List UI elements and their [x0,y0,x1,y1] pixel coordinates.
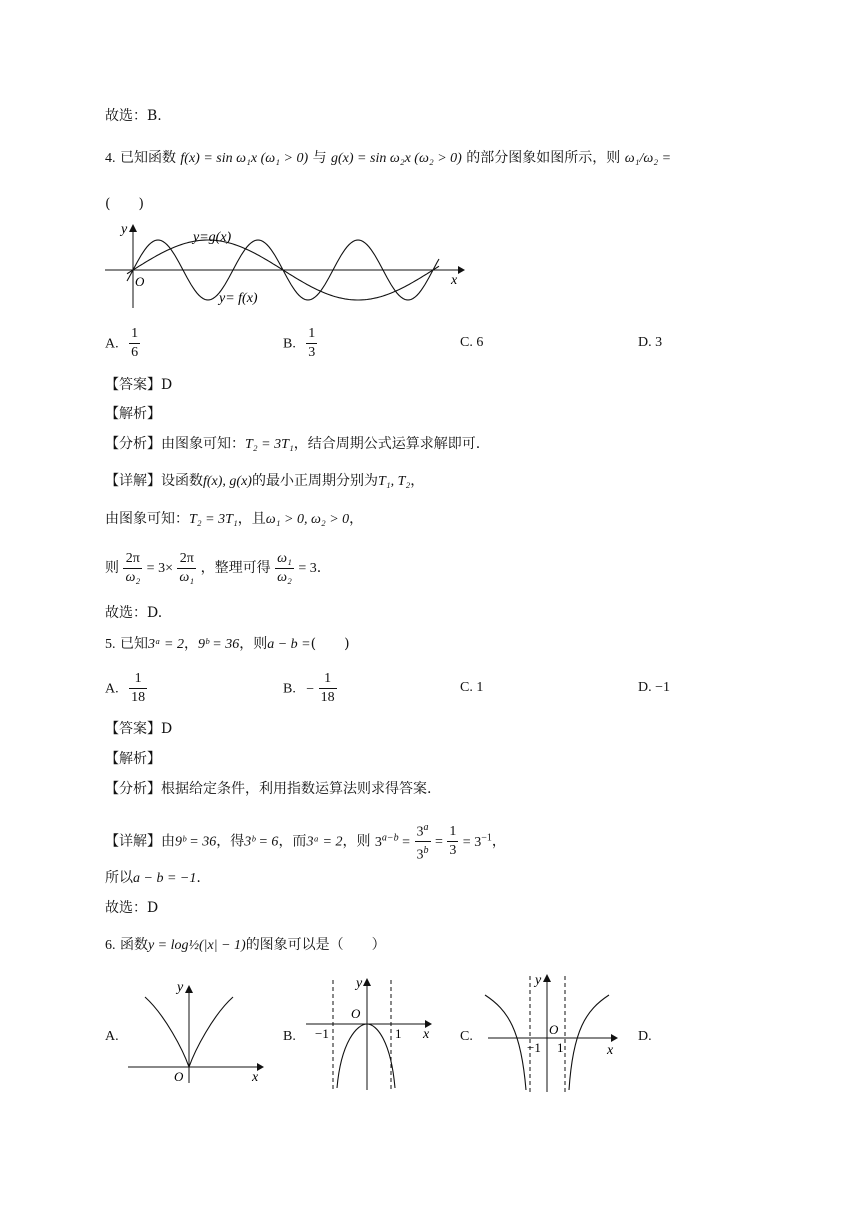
q4-final: 故选：D. [105,605,163,621]
q4-option-b[interactable]: B. $\frac{1}{3}$ [283,326,316,360]
svg-text:x: x [607,1043,614,1058]
q4-x-axis-label: x [451,273,458,288]
q5-final: 故选：D [105,900,159,916]
q5-stem: 5. 已知3ᵃ = 2，9ᵇ = 36，则a − b =( ) [105,636,350,652]
q5-so: 所以a − b = −1. [105,870,201,886]
q4-y-axis-label: y [121,222,128,237]
svg-text:O: O [549,1022,559,1037]
q6-graph-c [483,970,623,1095]
f-label: y= f(x) [219,291,258,306]
svg-text:1: 1 [395,1026,402,1041]
q6-stem: 6. 函数y = log½(|x| − 1)的图象可以是（ ） [105,937,386,953]
q5-option-c[interactable]: C. 1 [460,680,484,695]
svg-text:y: y [177,980,184,995]
q4-detail-line2: 由图象可知：T₂ = 3T₁，且ω₁ > 0, ω₂ > 0， [105,511,364,527]
g-label: y=g(x) [193,230,232,245]
q4-paren: ( ) [105,196,144,212]
svg-text:y: y [535,973,542,988]
q4-stem [105,148,671,169]
q6-option-a[interactable]: A. [105,1029,119,1044]
q6-option-b[interactable]: B. [283,1029,296,1044]
q6-graph-b [303,972,438,1094]
q4-detail: 【详解】设函数f(x), g(x)的最小正周期分别为T₁, T₂， [105,473,425,489]
q4-option-c[interactable]: C. 6 [460,335,484,350]
q4-answer: 【答案】D [105,377,173,393]
q5-option-a[interactable]: A. $\frac{1}{18}$ [105,671,146,705]
q5-option-b[interactable]: B. − $\frac{1}{18}$ [283,671,335,705]
q5-analysis: 【分析】根据给定条件，利用指数运算法则求得答案. [105,781,432,797]
svg-text:−1: −1 [527,1040,541,1055]
q4-g-def: g(x) = sin ω₂x (ω₂ > 0) [331,151,462,166]
svg-text:x: x [252,1070,259,1085]
q4-stem-c: 的部分图象如图所示，则 [466,150,621,166]
q4-option-a[interactable]: A. $\frac{1}{6}$ [105,326,139,360]
q4-detail-line3: 则 $\frac{2\pi}{\text{ω₂}}$ = 3× $\frac{2\pi}{\text{ω₁}}$ ，整理可得 $\frac{\text{ω₁}}{\text{ω₂}}$ = 3. [105,550,322,585]
q4-option-d[interactable]: D. 3 [638,335,663,350]
q5-analysis-title: 【解析】 [105,751,161,767]
q5-detail: 【详解】由9ᵇ = 36，得3ᵇ = 6，而3ᵃ = 2，则 $3^{a-b}$ = $\frac{3^a}{3^b}$ = $\frac{1}{3}$ = $3^{-1}$， [105,818,506,865]
svg-text:−1: −1 [315,1026,329,1041]
q4-analysis-title: 【解析】 [105,406,161,422]
q4-origin-label: O [135,274,145,289]
q6-option-c[interactable]: C. [460,1029,473,1044]
q4-stem-a: 已知函数 [119,150,176,166]
svg-text:x: x [423,1027,430,1042]
q4-number: 4. [105,151,116,166]
svg-text:O: O [351,1006,361,1021]
q4-graph [105,220,470,310]
q6-option-d[interactable]: D. [638,1029,652,1044]
q4-analysis: 【分析】由图象可知：T₂ = 3T₁，结合周期公式运算求解即可. [105,436,481,452]
q3-conclusion: 故选：B. [105,108,162,124]
q4-ratio: ω₁/ω₂ = [624,151,672,166]
q6-graph-a [125,975,270,1085]
svg-text:y: y [356,976,363,991]
q5-answer: 【答案】D [105,721,173,737]
svg-text:O: O [174,1069,184,1084]
svg-text:1: 1 [557,1040,564,1055]
q4-stem-b: 与 [312,150,327,166]
q5-option-d[interactable]: D. −1 [638,680,671,695]
q4-f-def: f(x) = sin ω₁x (ω₁ > 0) [180,151,309,166]
